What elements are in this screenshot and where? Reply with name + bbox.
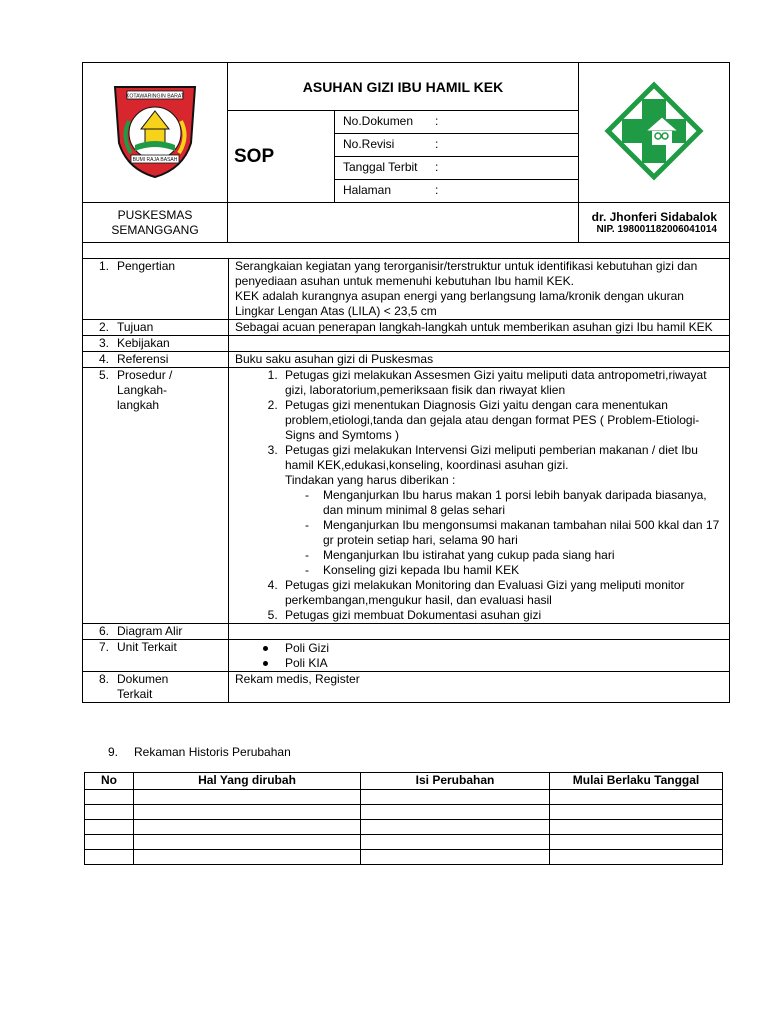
row-unit-terkait [83, 640, 730, 672]
field-colon: : [435, 114, 439, 128]
tujuan-text: Sebagai acuan penerapan langkah-langkah untuk memberikan asuhan gizi Ibu hamil KEK [229, 320, 730, 336]
history-row [85, 820, 723, 835]
org-line-1: PUSKESMAS [117, 207, 193, 222]
procedure-step: 4. Petugas gizi melakukan Monitoring dan Evaluasi Gizi yang meliputi monitor perkembangan,mengukur hasil, dan evaluasi hasil [281, 578, 729, 608]
row-kebijakan [83, 336, 730, 352]
field-no-revisi [335, 134, 579, 157]
history-header-row [85, 773, 723, 790]
emblem-motto-text: BUMI RAJA BASAH [132, 157, 178, 163]
tindakan-title: Tindakan yang harus diberikan : [285, 473, 456, 487]
org-name-cell [83, 203, 228, 243]
sop-label: SOP [228, 111, 335, 203]
history-title-text: Rekaman Historis Perubahan [134, 745, 291, 759]
row-label: Unit Terkait [117, 640, 177, 654]
row-number: 3. [98, 336, 109, 350]
field-label: No.Revisi [343, 137, 395, 151]
field-colon: : [435, 183, 439, 197]
history-number: 9. [108, 745, 119, 759]
spacer-row [83, 243, 730, 259]
row-number: 7. [98, 640, 109, 654]
kebijakan-text [229, 336, 730, 352]
field-label: Tanggal Terbit [343, 160, 418, 174]
field-colon: : [435, 160, 439, 174]
tindakan-item: - Konseling gizi kepada Ibu hamil KEK [305, 563, 729, 578]
tindakan-item: - Menganjurkan Ibu istirahat yang cukup pada siang hari [305, 548, 729, 563]
row-label: Prosedur / Langkah-langkah [117, 368, 173, 412]
unit-list [229, 641, 729, 671]
row-label: Pengertian [117, 259, 176, 273]
field-tanggal-terbit [335, 157, 579, 180]
row-number: 5. [98, 368, 109, 382]
document-title: ASUHAN GIZI IBU HAMIL KEK [228, 63, 579, 111]
pengertian-text-1: Serangkaian kegiatan yang terorganisir/terstruktur untuk identifikasi kebutuhan gizi dan penyediaan asuhan untuk memenuhi kebutuhan Ibu hamil KEK. [235, 259, 698, 288]
procedure-step: 1. Petugas gizi melakukan Assesmen Gizi yaitu meliputi data antropometri,riwayat gizi, laboratorium,pemeriksaan fisik dan riwayat klien [281, 368, 729, 398]
row-prosedur [83, 368, 730, 624]
dokumen-terkait-text: Rekam medis, Register [229, 672, 730, 703]
row-tujuan [83, 320, 730, 336]
history-row [85, 850, 723, 865]
row-label: Diagram Alir [117, 624, 183, 638]
history-col-header: Isi Perubahan [361, 773, 550, 790]
row-number: 8. [98, 672, 109, 686]
unit-item: Poli KIA [275, 656, 729, 671]
history-row [85, 790, 723, 805]
unit-item: Poli Gizi [275, 641, 729, 656]
procedure-step: 5. Petugas gizi membuat Dokumentasi asuhan gizi [281, 608, 729, 623]
row-dokumen-terkait [83, 672, 730, 703]
history-row [85, 835, 723, 850]
row-label: Tujuan [117, 320, 154, 334]
history-row [85, 805, 723, 820]
procedure-step [281, 443, 729, 578]
history-title [108, 745, 291, 759]
blank-cell [228, 203, 579, 243]
left-logo-cell [83, 63, 228, 203]
row-number: 4. [98, 352, 109, 366]
puskesmas-logo-icon [602, 79, 706, 183]
procedure-step-text: 3. Petugas gizi melakukan Intervensi Gizi meliputi pemberian makanan / diet Ibu hamil KEK,edukasi,konseling, koordinasi asuhan gizi. [285, 443, 698, 472]
row-label: Kebijakan [117, 336, 170, 350]
field-label: No.Dokumen [343, 114, 414, 128]
row-label: Dokumen Terkait [117, 672, 169, 701]
pengertian-text-2: KEK adalah kurangnya asupan energi yang berlangsung lama/kronik dengan ukuran Lingkar Lengan Atas (LILA) < 23,5 cm [235, 289, 684, 318]
row-number: 2. [98, 320, 109, 334]
org-line-2: SEMANGGANG [111, 222, 199, 237]
diagram-alir-text [229, 624, 730, 640]
history-col-header: No [85, 773, 134, 790]
field-no-dokumen [335, 111, 579, 134]
emblem-top-text: KOTAWARINGIN BARAT [125, 93, 185, 100]
row-referensi [83, 352, 730, 368]
field-colon: : [435, 137, 439, 151]
field-halaman [335, 180, 579, 203]
row-number: 1. [98, 259, 109, 273]
signer-name: dr. Jhonferi Sidabalok [591, 210, 717, 224]
procedure-list [229, 368, 729, 623]
referensi-text: Buku saku asuhan gizi di Puskesmas [229, 352, 730, 368]
tindakan-item: - Menganjurkan Ibu mengonsumsi makanan tambahan nilai 500 kkal dan 17 gr protein setiap hari, selama 90 hari [305, 518, 729, 548]
right-logo-cell [579, 63, 730, 203]
row-pengertian [83, 259, 730, 320]
sop-content-table [82, 242, 730, 703]
tindakan-item: - Menganjurkan Ibu harus makan 1 porsi lebih banyak daripada biasanya, dan minum minimal 8 gelas sehari [305, 488, 729, 518]
row-number: 6. [98, 624, 109, 638]
history-col-header: Hal Yang dirubah [134, 773, 361, 790]
history-col-header: Mulai Berlaku Tanggal [550, 773, 723, 790]
signer-cell [579, 203, 730, 243]
row-diagram-alir [83, 624, 730, 640]
field-label: Halaman [343, 183, 392, 197]
procedure-step: 2. Petugas gizi menentukan Diagnosis Gizi yaitu dengan cara menentukan problem,etiologi,tanda dan gejala atau dengan format PES ( Problem-Etiologi-Signs and Symtoms ) [281, 398, 729, 443]
tindakan-list [285, 488, 729, 578]
regency-emblem-icon [105, 81, 205, 181]
row-label: Referensi [117, 352, 169, 366]
signer-nip: NIP. 198001182006041014 [596, 224, 717, 235]
header-table [82, 62, 730, 243]
history-table [84, 772, 723, 865]
